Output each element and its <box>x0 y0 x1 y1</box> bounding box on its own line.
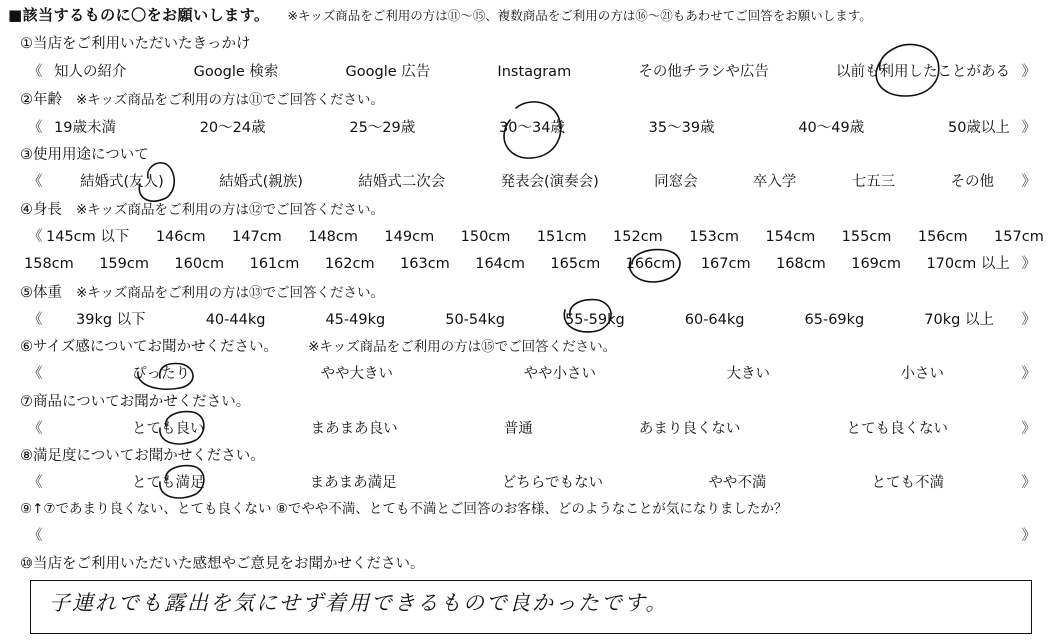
option-reunion[interactable]: 同窓会 <box>654 174 698 190</box>
option-height-164[interactable]: 164cm <box>475 256 525 272</box>
question-7-text: ⑦商品についてお聞かせください。 <box>20 394 251 410</box>
question-1-label <box>20 33 251 55</box>
close-bracket: 》 <box>1021 421 1036 437</box>
option-height-166[interactable]: 166cm <box>625 256 676 272</box>
question-9-text: ⑨↑⑦であまり良くない、とても良くない ⑧でやや不満、とても不満とご回答のお客様、どのようなことが気になりましたか？ <box>20 501 788 517</box>
option-weight-40-44[interactable]: 40-44kg <box>205 312 266 328</box>
option-weight-60-64[interactable]: 60-64kg <box>684 312 745 328</box>
option-height-170-over[interactable]: 170cm 以上 <box>926 256 1010 272</box>
option-satisfaction-very-satisfied[interactable]: とても満足 <box>132 475 205 491</box>
option-google-ads[interactable]: Google 広告 <box>345 64 431 80</box>
option-height-159[interactable]: 159cm <box>99 256 149 272</box>
question-4-options-row1 <box>20 224 1044 250</box>
option-wedding-relative[interactable]: 結婚式(親族) <box>219 174 303 190</box>
option-height-150[interactable]: 150cm <box>460 229 511 245</box>
question-3-text: ③使用用途について <box>20 147 149 163</box>
option-recital[interactable]: 発表会(演奏会) <box>500 174 599 190</box>
option-weight-39-under[interactable]: 39kg 以下 <box>76 312 146 328</box>
question-1-options <box>20 59 1044 85</box>
question-8-label <box>20 445 265 467</box>
option-other-use[interactable]: その他 <box>950 174 994 190</box>
option-height-146[interactable]: 146cm <box>155 229 206 245</box>
option-height-169[interactable]: 169cm <box>851 256 902 272</box>
close-bracket: 》 <box>1021 64 1036 80</box>
close-bracket: 》 <box>1021 312 1036 328</box>
option-fit-slightly-small[interactable]: やや小さい <box>523 366 596 382</box>
option-used-before[interactable]: 以前も利用したことがある <box>835 64 1010 80</box>
option-google-search[interactable]: Google 検索 <box>193 64 279 80</box>
option-acquaintance[interactable]: 知人の紹介 <box>54 64 127 80</box>
close-bracket: 》 <box>1021 120 1036 136</box>
question-3-label <box>20 144 149 166</box>
question-7-options <box>20 416 1044 442</box>
option-fit-large[interactable]: 大きい <box>726 366 770 382</box>
option-fit-small[interactable]: 小さい <box>900 366 944 382</box>
option-age-50-plus[interactable]: 50歳以上 <box>947 120 1010 136</box>
option-height-161[interactable]: 161cm <box>249 256 300 272</box>
option-weight-65-69[interactable]: 65-69kg <box>804 312 865 328</box>
free-comment-box[interactable] <box>30 580 1032 634</box>
option-height-156[interactable]: 156cm <box>917 229 968 245</box>
option-height-147[interactable]: 147cm <box>232 229 282 245</box>
question-6-options <box>20 361 1044 387</box>
option-satisfaction-very-dissatisfied[interactable]: とても不満 <box>871 475 944 491</box>
close-bracket: 》 <box>1021 528 1036 544</box>
question-2-text: ②年齢 <box>20 92 62 108</box>
question-8-text: ⑧満足度についてお聞かせください。 <box>20 448 265 464</box>
option-height-162[interactable]: 162cm <box>324 256 375 272</box>
option-wedding-afterparty[interactable]: 結婚式二次会 <box>358 174 446 190</box>
option-product-fairly-good[interactable]: まあまあ良い <box>310 421 398 437</box>
open-bracket: 《 <box>28 229 43 245</box>
option-age-35-39[interactable]: 35〜39歳 <box>648 120 715 136</box>
open-bracket: 《 <box>28 421 43 437</box>
option-graduation[interactable]: 卒入学 <box>752 174 797 190</box>
option-product-very-good[interactable]: とても良い <box>132 421 205 437</box>
close-bracket: 》 <box>1021 174 1036 190</box>
form-title: ■該当するものに〇をお願いします。 <box>8 6 270 24</box>
close-bracket: 》 <box>1021 256 1036 272</box>
open-bracket: 《 <box>28 475 43 491</box>
question-8-options <box>20 470 1044 496</box>
question-6-note: ※キッズ商品をご利用の方は⑮でご回答ください。 <box>308 339 617 355</box>
option-fit-perfect[interactable]: ぴったり <box>132 366 190 382</box>
option-height-151[interactable]: 151cm <box>536 229 587 245</box>
option-age-30-34[interactable]: 30〜34歳 <box>499 120 565 136</box>
option-height-152[interactable]: 152cm <box>613 229 663 245</box>
option-age-under-19[interactable]: 19歳未満 <box>54 120 116 136</box>
close-bracket: 》 <box>1021 366 1036 382</box>
form-note: ※キッズ商品をご利用の方は⑪〜⑮、複数商品をご利用の方は⑯〜㉑もあわせてご回答をお願いします。 <box>287 8 872 23</box>
option-other-ads[interactable]: その他チラシや広告 <box>638 64 769 80</box>
option-weight-50-54[interactable]: 50-54kg <box>445 312 505 328</box>
open-bracket: 《 <box>28 366 43 382</box>
option-height-157[interactable]: 157cm <box>994 229 1044 245</box>
open-bracket: 《 <box>28 174 43 190</box>
question-9-label <box>20 498 787 520</box>
question-5-note: ※キッズ商品をご利用の方は⑬でご回答ください。 <box>76 285 385 301</box>
option-height-153[interactable]: 153cm <box>689 229 740 245</box>
question-5-options <box>20 307 1044 333</box>
option-shichigosan[interactable]: 七五三 <box>851 174 896 190</box>
question-2-options <box>20 115 1044 141</box>
option-height-165[interactable]: 165cm <box>550 256 601 272</box>
question-9-answer-area[interactable] <box>20 523 1044 549</box>
handwritten-comment: 子連れでも露出を気にせず着用できるもので良かったです。 <box>49 591 669 615</box>
question-6-text: ⑥サイズ感についてお聞かせください。 <box>20 339 279 355</box>
question-5-text: ⑤体重 <box>20 285 62 301</box>
option-satisfaction-slightly-dissatisfied[interactable]: やや不満 <box>708 475 767 491</box>
option-weight-45-49[interactable]: 45-49kg <box>325 312 386 328</box>
option-product-very-bad[interactable]: とても良くない <box>846 421 948 437</box>
question-3-options <box>20 169 1044 195</box>
option-height-155[interactable]: 155cm <box>841 229 892 245</box>
option-age-25-29[interactable]: 25〜29歳 <box>349 120 416 136</box>
option-height-145-under[interactable]: 145cm 以下 <box>46 229 130 245</box>
open-bracket: 《 <box>28 528 43 544</box>
option-weight-55-59[interactable]: 55-59kg <box>564 312 625 328</box>
option-satisfaction-neutral[interactable]: どちらでもない <box>501 475 604 491</box>
option-height-148[interactable]: 148cm <box>308 229 358 245</box>
open-bracket: 《 <box>28 64 43 80</box>
question-4-label <box>20 199 384 221</box>
question-4-text: ④身長 <box>20 202 62 218</box>
option-height-149[interactable]: 149cm <box>384 229 435 245</box>
option-product-not-good[interactable]: あまり良くない <box>638 421 741 437</box>
close-bracket: 》 <box>1021 475 1036 491</box>
option-height-163[interactable]: 163cm <box>400 256 450 272</box>
open-bracket: 《 <box>28 312 43 328</box>
option-height-160[interactable]: 160cm <box>174 256 225 272</box>
option-height-158[interactable]: 158cm <box>24 256 74 272</box>
question-10-text: ⑩当店をご利用いただいた感想やご意見をお聞かせください。 <box>20 556 425 572</box>
question-5-label <box>20 282 384 304</box>
option-instagram[interactable]: Instagram <box>497 64 572 80</box>
form-header <box>8 4 1052 30</box>
option-product-average[interactable]: 普通 <box>503 421 533 437</box>
question-10-label <box>20 553 425 575</box>
option-fit-slightly-large[interactable]: やや大きい <box>320 366 393 382</box>
option-height-167[interactable]: 167cm <box>700 256 751 272</box>
question-4-note: ※キッズ商品をご利用の方は⑫でご回答ください。 <box>76 202 385 218</box>
question-7-label <box>20 391 250 413</box>
option-satisfaction-fairly-satisfied[interactable]: まあまあ満足 <box>309 475 397 491</box>
option-wedding-friend[interactable]: 結婚式(友人) <box>80 174 164 190</box>
option-age-40-49[interactable]: 40〜49歳 <box>798 120 865 136</box>
option-height-154[interactable]: 154cm <box>765 229 816 245</box>
question-6-label <box>20 336 616 358</box>
question-2-label <box>20 89 384 111</box>
option-age-20-24[interactable]: 20〜24歳 <box>199 120 266 136</box>
question-4-options-row2 <box>20 251 1044 277</box>
option-height-168[interactable]: 168cm <box>776 256 826 272</box>
question-2-note: ※キッズ商品をご利用の方は⑪でご回答ください。 <box>76 92 385 108</box>
option-weight-70-over[interactable]: 70kg 以上 <box>924 312 994 328</box>
open-bracket: 《 <box>28 120 43 136</box>
question-1-text: ①当店をご利用いただいたきっかけ <box>20 36 251 52</box>
